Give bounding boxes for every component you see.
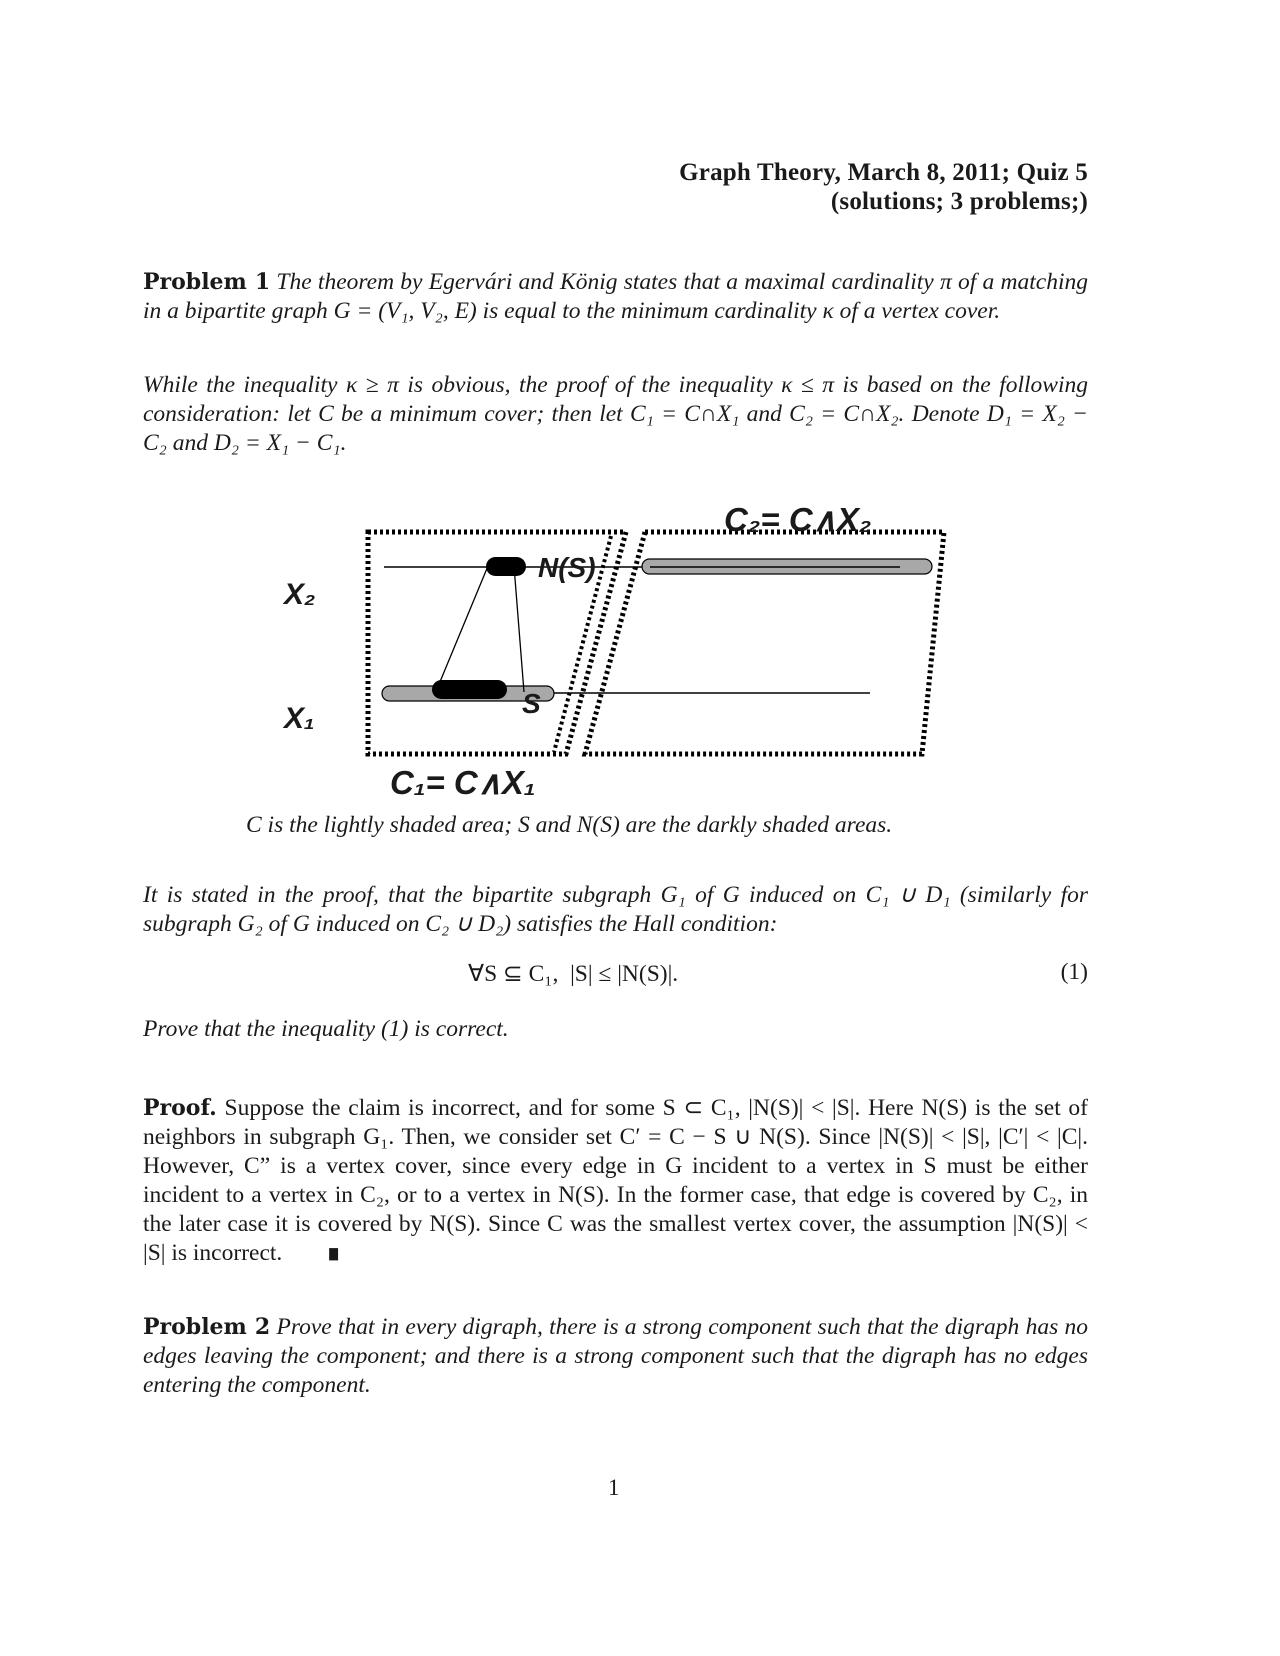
proof [143, 1094, 1088, 1268]
proof-label: Proof. [143, 1095, 217, 1121]
qed-symbol: ∎ [326, 1240, 342, 1266]
x1-label: X₁ [284, 702, 315, 735]
c1-label: C₁= C∧X₁ [390, 764, 536, 801]
problem-1 [143, 268, 1088, 326]
page-number: 1 [608, 1475, 620, 1500]
hall-equation: ∀S ⊆ C₁, |S| ≤ |N(S)|. [468, 961, 679, 987]
hall-condition-text: It is stated in the proof, that the bipartite subgraph G₁ of G induced on C₁ ∪ D₁ (similarly for subgraph G₂ of G induced on C₂ ∪ D₂) satisfies the Hall condition: [143, 882, 1088, 937]
edge-right [514, 566, 524, 692]
x2-label: X₂ [284, 578, 316, 611]
problem-1-label: Problem 1 [143, 269, 271, 295]
equation-number: (1) [1060, 959, 1088, 985]
c2-label: C₂= C∧X₂ [724, 501, 872, 538]
header-subtitle: (solutions; 3 problems;) [830, 188, 1088, 215]
ns-label: N(S) [538, 552, 596, 583]
problem-1-consideration: While the inequality κ ≥ π is obvious, the proof of the inequality κ ≤ π is based on the following consideration: let C be a minimum cover; then let C₁ = C∩X₁ and C₂ = C∩X₂. Denote D₁ = X₂ − C₂ and D₂ = X₁ − C₁. [143, 372, 1088, 456]
s-label: S [522, 688, 541, 719]
ns-dark-bar [486, 557, 526, 576]
proof-text: Suppose the claim is incorrect, and for some S ⊂ C₁, |N(S)| < |S|. Here N(S) is the set of neighbors in subgraph G₁. Then, we consider set C′ = C − S ∪ N(S). Since |N(S)| < |S|, |C′| < |C|. However, C” is a vertex cover, since every edge in G incident to a vertex in S must be either incident to a vertex in C₂, or to a vertex in N(S). In the former case, that edge is covered by C₂, in the later case it is covered by N(S). Since C was the smallest vertex cover, the assumption |N(S)| < |S| is incorrect. [143, 1095, 1088, 1266]
problem-2-statement: Prove that in every digraph, there is a strong component such that the digraph has no edges leaving the component; and there is a strong component such that the digraph has no edges entering the component. [143, 1314, 1088, 1398]
header-title: Graph Theory, March 8, 2011; Quiz 5 [679, 159, 1088, 186]
figure-caption: C is the lightly shaded area; S and N(S) are the darkly shaded areas. [246, 812, 893, 838]
prove-statement: Prove that the inequality (1) is correct. [143, 1016, 509, 1042]
edge-left [437, 566, 488, 689]
problem-2-label: Problem 2 [143, 1314, 271, 1340]
problem-1-statement: The theorem by Egervári and König states that a maximal cardinality π of a matching in a bipartite graph G = (V₁, V₂, E) is equal to the minimum cardinality κ of a vertex cover. [143, 269, 1088, 324]
problem-2 [143, 1313, 1088, 1400]
s-dark-bar [432, 680, 507, 699]
bipartite-cover-figure [0, 490, 1280, 810]
